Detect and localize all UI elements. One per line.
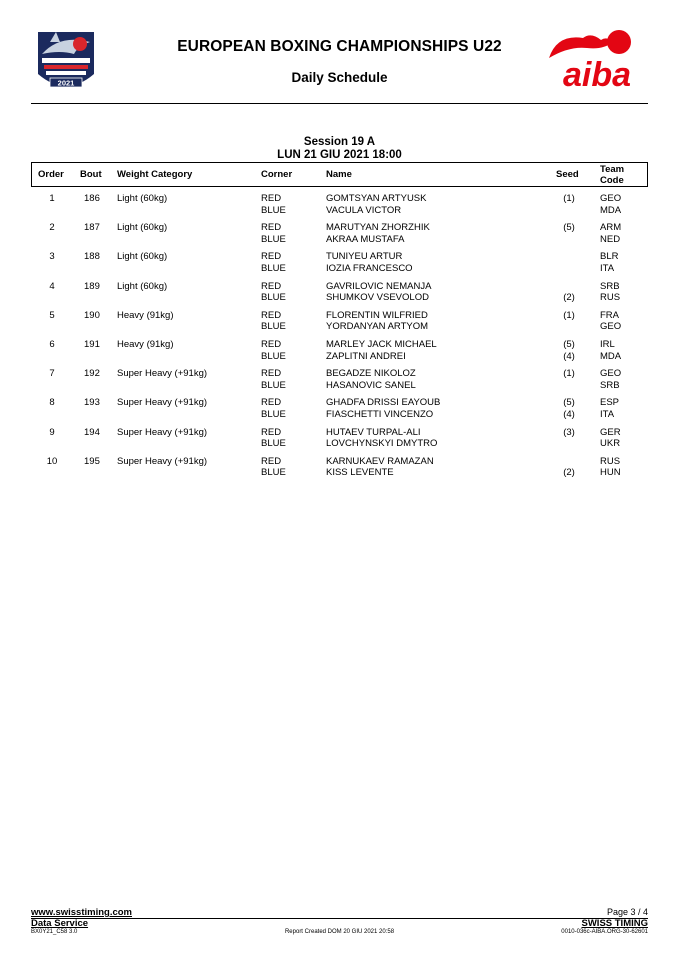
session-date: LUN 21 GIU 2021 18:00 [277, 149, 402, 161]
cell-team-code-blue: ITA [600, 262, 615, 274]
svg-text:2021: 2021 [57, 78, 75, 88]
cell-name-blue: HASANOVIC SANEL [326, 379, 416, 391]
header-seed: Seed [556, 169, 579, 180]
cell-corner-blue: BLUE [261, 233, 286, 245]
cell-corner-red: RED [261, 426, 282, 438]
cell-weight-category: Light (60kg) [117, 251, 168, 263]
cell-weight-category: Super Heavy (+91kg) [117, 368, 208, 380]
cell-seed-blue: (2) [563, 292, 575, 304]
cell-seed-blue: (2) [563, 467, 575, 479]
header-name: Name [326, 169, 352, 180]
header-divider [31, 103, 648, 104]
cell-name-red: GAVRILOVIC NEMANJA [326, 280, 432, 292]
cell-team-code-blue: MDA [600, 350, 622, 362]
footer-report-created: Report Created DOM 20 GIU 2021 20:58 [284, 929, 395, 935]
cell-name-blue: KISS LEVENTE [326, 467, 394, 479]
cell-weight-category: Heavy (91kg) [117, 309, 174, 321]
cell-order: 1 [49, 193, 55, 204]
footer-document-code: 0010-036c-AIBA.ORG-30-62601 [561, 929, 648, 935]
cell-seed-red: (5) [563, 339, 575, 350]
cell-team-code-blue: GEO [600, 321, 622, 333]
cell-bout: 188 [84, 251, 100, 263]
table-row [0, 427, 679, 453]
cell-order: 8 [49, 397, 55, 409]
header-order: Order [38, 169, 64, 180]
footer-data-service: Data Service [31, 918, 89, 929]
cell-corner-blue: BLUE [261, 321, 286, 333]
cell-team-code-red: GEO [600, 368, 622, 380]
cell-seed-red: (5) [563, 222, 575, 234]
cell-seed-red: (5) [563, 397, 575, 409]
cell-corner-red: RED [261, 193, 282, 204]
cell-corner-red: RED [261, 309, 282, 321]
table-row [0, 339, 679, 365]
table-row [0, 281, 679, 307]
cell-bout: 195 [84, 455, 100, 467]
cell-team-code-blue: MDA [600, 204, 622, 216]
cell-bout: 194 [84, 426, 100, 438]
cell-name-red: FLORENTIN WILFRIED [326, 309, 428, 321]
cell-bout: 193 [84, 397, 100, 409]
cell-order: 9 [49, 426, 55, 438]
footer-page-number: Page 3 / 4 [606, 907, 648, 917]
cell-weight-category: Heavy (91kg) [117, 339, 174, 350]
header-team-code [600, 165, 624, 186]
cell-name-red: MARLEY JACK MICHAEL [326, 339, 437, 350]
cell-bout: 191 [84, 339, 100, 350]
footer-website-link[interactable]: www.swisstiming.com [31, 907, 133, 918]
cell-weight-category: Super Heavy (+91kg) [117, 426, 208, 438]
cell-order: 7 [49, 368, 55, 380]
cell-name-red: TUNIYEU ARTUR [326, 251, 403, 263]
cell-name-blue: LOVCHYNSKYI DMYTRO [326, 438, 438, 450]
cell-weight-category: Super Heavy (+91kg) [117, 455, 208, 467]
session-heading [0, 136, 679, 162]
cell-name-blue: VACULA VICTOR [326, 204, 402, 216]
header-team-line1: Team [600, 164, 625, 175]
cell-corner-blue: BLUE [261, 350, 286, 362]
cell-corner-blue: BLUE [261, 262, 286, 274]
cell-team-code-blue: SRB [600, 379, 620, 391]
cell-corner-blue: BLUE [261, 204, 286, 216]
cell-order: 2 [49, 222, 55, 234]
cell-team-code-red: RUS [600, 455, 621, 467]
cell-weight-category: Light (60kg) [117, 280, 168, 292]
cell-team-code-blue: UKR [600, 438, 621, 450]
cell-team-code-red: GER [600, 426, 621, 438]
cell-team-code-blue: NED [600, 233, 621, 245]
cell-corner-blue: BLUE [261, 408, 286, 420]
header-team-line2: Code [600, 174, 624, 186]
cell-seed-blue: (4) [563, 408, 575, 420]
cell-team-code-blue: RUS [600, 292, 621, 304]
cell-team-code-blue: HUN [600, 467, 621, 479]
cell-corner-blue: BLUE [261, 438, 286, 450]
header-weight-category: Weight Category [117, 169, 193, 180]
cell-corner-red: RED [261, 222, 282, 234]
table-row [0, 456, 679, 482]
cell-weight-category: Super Heavy (+91kg) [117, 397, 208, 409]
cell-seed-red: (1) [563, 309, 575, 321]
cell-name-blue: YORDANYAN ARTYOM [326, 321, 429, 333]
cell-bout: 186 [84, 193, 100, 204]
cell-name-blue: SHUMKOV VSEVOLOD [326, 292, 429, 304]
cell-team-code-blue: ITA [600, 408, 615, 420]
cell-name-red: GOMTSYAN ARTYUSK [326, 193, 427, 204]
event-logo-shark-icon [30, 24, 102, 98]
cell-team-code-red: SRB [600, 280, 620, 292]
cell-name-blue: IOZIA FRANCESCO [326, 262, 413, 274]
cell-bout: 187 [84, 222, 100, 234]
cell-corner-red: RED [261, 368, 282, 380]
cell-name-red: GHADFA DRISSI EAYOUB [326, 397, 441, 409]
cell-name-blue: FIASCHETTI VINCENZO [326, 408, 434, 420]
cell-corner-blue: BLUE [261, 379, 286, 391]
cell-seed-blue: (4) [563, 350, 575, 362]
cell-weight-category: Light (60kg) [117, 222, 168, 234]
session-title: Session 19 A [303, 136, 376, 148]
cell-order: 5 [49, 309, 55, 321]
cell-name-red: MARUTYAN ZHORZHIK [326, 222, 430, 234]
cell-corner-red: RED [261, 280, 282, 292]
cell-order: 4 [49, 280, 55, 292]
cell-team-code-red: GEO [600, 193, 622, 204]
cell-name-blue: ZAPLITNI ANDREI [326, 350, 406, 362]
footer-divider [31, 918, 648, 919]
cell-team-code-red: IRL [600, 339, 615, 350]
table-row [0, 251, 679, 277]
footer-company: SWISS TIMING [581, 918, 648, 929]
table-row [0, 193, 679, 219]
cell-seed-red: (1) [563, 368, 575, 380]
cell-name-red: BEGADZE NIKOLOZ [326, 368, 416, 380]
cell-corner-red: RED [261, 251, 282, 263]
cell-corner-red: RED [261, 397, 282, 409]
cell-order: 6 [49, 339, 55, 350]
cell-seed-red: (3) [563, 426, 575, 438]
table-row [0, 368, 679, 394]
cell-team-code-red: BLR [600, 251, 619, 263]
cell-corner-blue: BLUE [261, 467, 286, 479]
cell-name-red: HUTAEV TURPAL-ALI [326, 426, 421, 438]
table-row [0, 397, 679, 423]
cell-name-red: KARNUKAEV RAMAZAN [326, 455, 434, 467]
footer-report-code: BX0Y21_C58 3.0 [31, 929, 78, 935]
cell-team-code-red: ARM [600, 222, 622, 234]
aiba-logo-icon [543, 28, 649, 92]
cell-seed-red: (1) [563, 193, 575, 204]
cell-order: 10 [46, 455, 58, 467]
svg-text:aiba: aiba [562, 56, 632, 92]
cell-corner-red: RED [261, 339, 282, 350]
cell-bout: 190 [84, 309, 100, 321]
cell-corner-blue: BLUE [261, 292, 286, 304]
cell-bout: 192 [84, 368, 100, 380]
header-bout: Bout [80, 169, 102, 180]
cell-weight-category: Light (60kg) [117, 193, 168, 204]
cell-order: 3 [49, 251, 55, 263]
header-corner: Corner [261, 169, 293, 180]
table-row [0, 222, 679, 248]
cell-team-code-red: ESP [600, 397, 620, 409]
page-title: EUROPEAN BOXING CHAMPIONSHIPS U22 [177, 38, 502, 55]
cell-name-blue: AKRAA MUSTAFA [326, 233, 405, 245]
table-row [0, 310, 679, 336]
cell-corner-red: RED [261, 455, 282, 467]
page-subtitle: Daily Schedule [291, 70, 388, 85]
cell-team-code-red: FRA [600, 309, 619, 321]
cell-bout: 189 [84, 280, 100, 292]
